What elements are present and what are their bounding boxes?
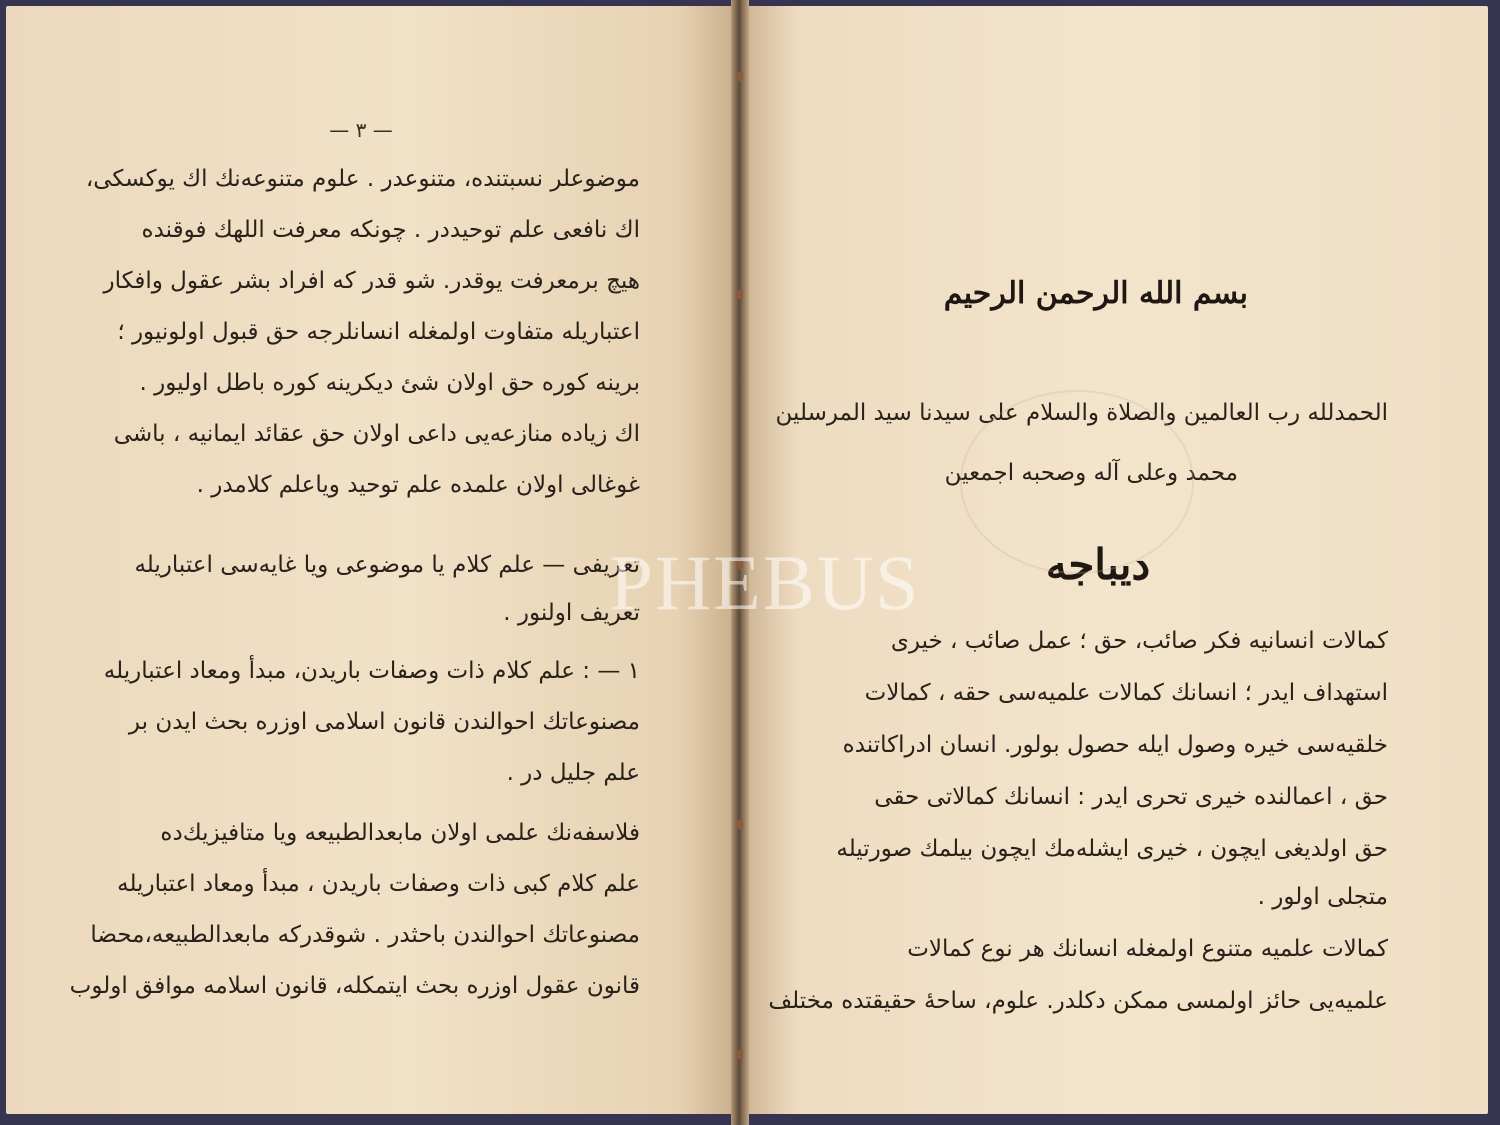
invocation-line: محمد وعلى آله وصحبه اجمعين (944, 460, 1238, 486)
text-line: تعريف اولنور . (503, 600, 640, 626)
text-line: فلاسفه‌نك علمى اولان مابعدالطبيعه ويا متافيزيك‌ده (160, 820, 640, 846)
page-number: — ٣ — (329, 118, 393, 142)
watermark: PHEBUS (609, 539, 921, 626)
text-line: اك زياده منازعه‌يى داعى اولان حق عقائد ايمانيه ، باشى (113, 421, 640, 447)
section-heading: ديباجه (1045, 540, 1151, 589)
text-line: قانون عقول اوزره بحث ايتمكله، قانون اسلامه موافق اولوب (69, 973, 640, 999)
binding-stitch (737, 560, 743, 569)
text-line: حق ، اعمالنده خيرى تحرى ايدر : انسانك كمالاتى حقى (874, 784, 1388, 810)
text-line: علم كلام كبى ذات وصفات باريدن ، مبدأ ومعاد اعتباريله (117, 871, 640, 897)
basmala-calligraphy: بسم الله الرحمن الرحيم (943, 276, 1248, 311)
text-line: كمالات علميه متنوع اولمغله انسانك هر نوع كمالات (907, 936, 1388, 962)
text-line: كمالات انسانيه فكر صائب، حق ؛ عمل صائب ، خيرى (890, 628, 1388, 654)
text-line: متجلى اولور . (1257, 884, 1388, 910)
binding-stitch (737, 820, 743, 829)
faint-stamp-impression (960, 390, 1194, 574)
text-line: خلقيه‌سى خيره وصول ايله حصول بولور. انسان ادراكاتنده (842, 732, 1388, 758)
text-line: برينه كوره حق اولان شئ ديكرينه كوره باطل اوليور . (139, 370, 640, 396)
text-line: ١ — : علم كلام ذات وصفات باريدن، مبدأ ومعاد اعتباريله (103, 658, 640, 684)
text-line: مصنوعاتك احوالندن باحثدر . شوقدركه مابعدالطبيعه،محضا (90, 922, 640, 948)
text-line: اك نافعى علم توحيددر . چونكه معرفت اللهك فوقنده (141, 217, 640, 243)
text-line: استهداف ايدر ؛ انسانك كمالات علميه‌سى حقه ، كمالات (864, 680, 1388, 706)
invocation-line: الحمدلله رب العالمين والصلاة والسلام على سيدنا سيد المرسلين (775, 400, 1388, 426)
binding-stitch (737, 72, 743, 81)
text-line: علم جليل در . (506, 760, 640, 786)
binding-stitch (737, 290, 743, 299)
text-line: موضوعلر نسبتنده، متنوعدر . علوم متنوعه‌نك اك يوكسكى، (85, 166, 640, 192)
text-line: اعتباريله متفاوت اولمغله انسانلرجه حق قبول اولونيور ؛ (117, 319, 640, 345)
binding-stitch (737, 1050, 743, 1059)
text-line: غوغالى اولان علمده علم توحيد وياعلم كلامدر . (196, 472, 640, 498)
text-line: تعريفى — علم كلام يا موضوعى ويا غايه‌سى اعتباريله (134, 552, 640, 578)
left-page (6, 6, 736, 1114)
text-line: هيچ برمعرفت يوقدر. شو قدر كه افراد بشر عقول وافكار (103, 268, 640, 294)
text-line: حق اولديغى ايچون ، خيرى ايشله‌مك ايچون بيلمك صورتيله (836, 836, 1388, 862)
text-line: علميه‌يى حائز اولمسى ممكن دكلدر. علوم، ساحهٔ حقيقتده مختلف (768, 988, 1388, 1014)
text-line: مصنوعاتك احوالندن قانون اسلامى اوزره بحث ايدن بر (128, 709, 640, 735)
